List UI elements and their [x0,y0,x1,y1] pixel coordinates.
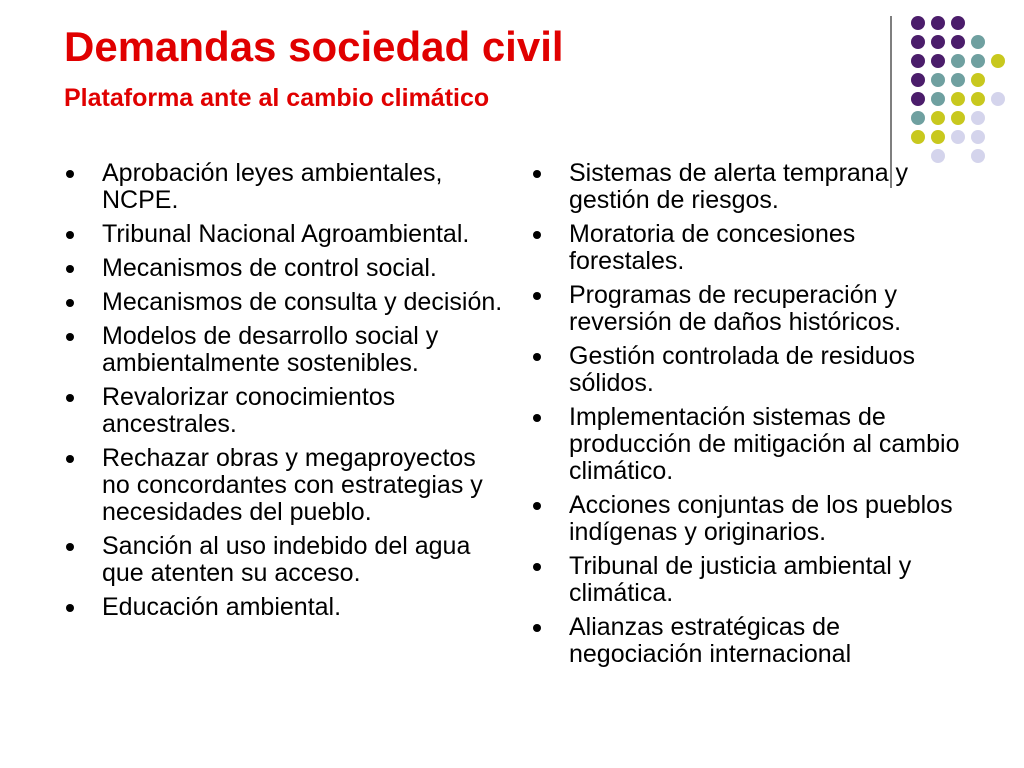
decorative-dot [971,149,985,163]
decorative-dot [971,111,985,125]
list-item-text: Rechazar obras y megaproyectos no concordantes con estrategias y necesidades del pueblo. [102,444,483,526]
list-item-text: Gestión controlada de residuos sólidos. [569,342,916,397]
list-item-text: Tribunal Nacional Agroambiental. [102,220,470,248]
list-item-text: Tribunal de justicia ambiental y climática. [569,552,912,607]
list-item [64,445,504,526]
bullet-icon [66,299,74,307]
list-item-text: Mecanismos de control social. [102,254,437,282]
list-item [64,323,504,377]
list-item-text: Moratoria de concesiones forestales. [569,220,856,275]
list-item-text: Sistemas de alerta temprana y gestión de riesgos. [569,159,909,214]
decorative-dot [991,54,1005,68]
list-item [531,343,971,397]
list-item [531,492,971,546]
slide-subtitle: Plataforma ante al cambio climático [64,84,490,112]
list-item-text: Alianzas estratégicas de negociación internacional [569,613,852,668]
decorative-dot [951,16,965,30]
decorative-dot [971,35,985,49]
list-item-text: Educación ambiental. [102,593,342,621]
list-item [531,553,971,607]
slide-title: Demandas sociedad civil [64,23,564,70]
bullet-icon [533,231,541,239]
list-item-text: Implementación sistemas de producción de mitigación al cambio climático. [569,403,960,485]
list-item-text: Modelos de desarrollo social y ambientalmente sostenibles. [102,322,439,377]
list-item [531,160,971,214]
left-bullet-list [64,160,504,628]
list-item-text: Programas de recuperación y reversión de daños históricos. [569,281,902,336]
bullet-icon [533,353,541,361]
list-item [64,221,504,248]
list-item-text: Mecanismos de consulta y decisión. [102,288,503,316]
bullet-icon [533,502,541,510]
decorative-dot [911,92,925,106]
decorative-dot [931,111,945,125]
list-item [531,614,971,668]
list-item [531,282,971,336]
list-item-text: Sanción al uso indebido del agua que atenten su acceso. [102,532,471,587]
bullet-icon [533,292,541,300]
decorative-dot [931,92,945,106]
decorative-dot [971,73,985,87]
list-item [531,221,971,275]
bullet-icon [66,394,74,402]
bullet-icon [66,333,74,341]
decorative-dot [951,54,965,68]
list-item-text: Aprobación leyes ambientales, NCPE. [102,159,443,214]
decorative-dot [911,35,925,49]
decorative-dot [931,35,945,49]
decorative-dot [971,54,985,68]
decorative-dot [991,92,1005,106]
list-item [64,594,504,621]
decorative-dot [971,92,985,106]
decorative-dot [951,130,965,144]
decorative-dot [951,73,965,87]
bullet-icon [533,414,541,422]
bullet-icon [66,231,74,239]
decorative-dot [931,54,945,68]
list-item [64,384,504,438]
decorative-dot [911,16,925,30]
list-item [531,404,971,485]
list-item [64,533,504,587]
bullet-icon [66,604,74,612]
list-item-text: Acciones conjuntas de los pueblos indígenas y originarios. [569,491,953,546]
decorative-dot [951,35,965,49]
bullet-icon [533,624,541,632]
decorative-dot [911,54,925,68]
list-item-text: Revalorizar conocimientos ancestrales. [102,383,396,438]
bullet-icon [66,455,74,463]
decorative-dot [911,73,925,87]
bullet-icon [66,543,74,551]
list-item [64,160,504,214]
decorative-dot [951,92,965,106]
list-item [64,289,504,316]
bullet-icon [533,170,541,178]
decorative-dot [971,130,985,144]
right-bullet-list [531,160,971,675]
decorative-dot [951,111,965,125]
decorative-dot [931,16,945,30]
decorative-dot [931,130,945,144]
decorative-dot [911,130,925,144]
bullet-icon [66,265,74,273]
decorative-dot [911,111,925,125]
decorative-dot [931,73,945,87]
bullet-icon [66,170,74,178]
list-item [64,255,504,282]
bullet-icon [533,563,541,571]
